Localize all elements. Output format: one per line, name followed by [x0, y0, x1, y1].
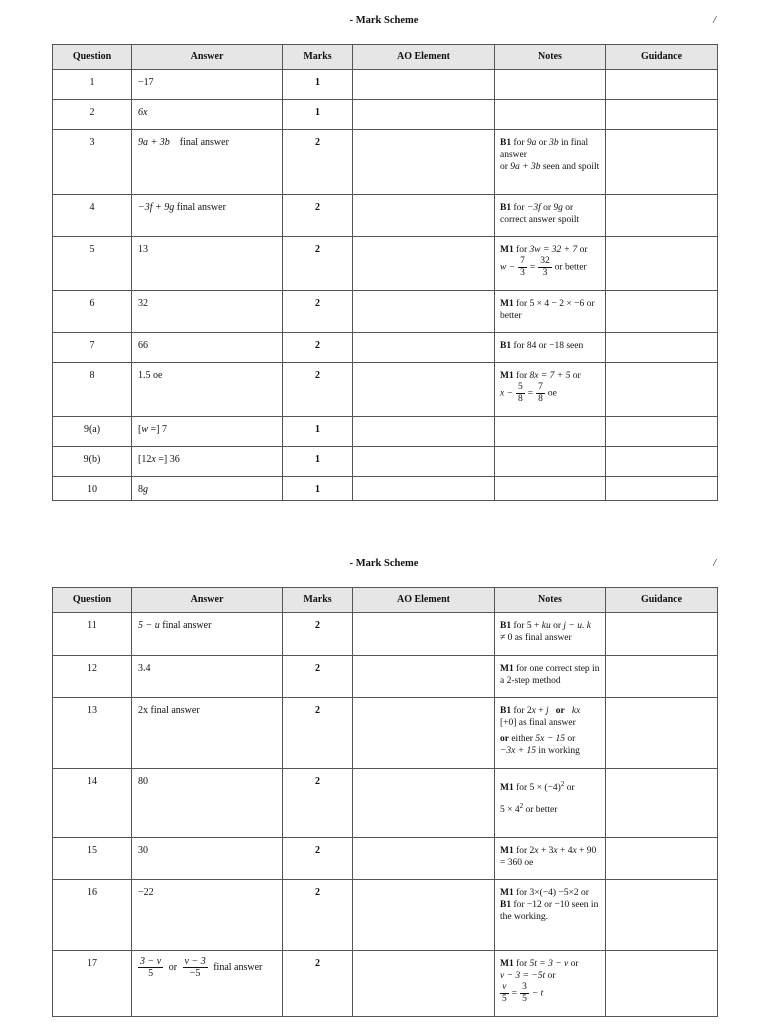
answer-cell: 13: [132, 237, 283, 291]
note-exponent: 2: [519, 802, 524, 811]
table-row: [53, 100, 718, 130]
note-text: seen and spoilt: [540, 162, 600, 172]
note-math: x: [531, 706, 536, 716]
note-math: x: [534, 846, 539, 856]
table-header-row: [53, 588, 718, 613]
question-number: 14: [53, 769, 132, 838]
guidance-cell: [606, 237, 718, 291]
fraction-denominator: 3: [542, 268, 548, 278]
mark-scheme-page-1: [0, 0, 768, 495]
fraction: [538, 256, 552, 279]
mark-code: B1: [500, 621, 512, 631]
answer-text: [: [138, 424, 142, 435]
page-header: [0, 543, 768, 569]
marks-cell: 2: [283, 613, 353, 656]
mark-code: M1: [500, 664, 514, 674]
note-text: for 84 or −18 seen: [511, 341, 584, 351]
guidance-cell: [606, 613, 718, 656]
note-math: w −: [500, 262, 516, 273]
header-question: Question: [53, 588, 132, 613]
mark-code: B1: [500, 138, 512, 148]
marks-cell: 1: [283, 477, 353, 501]
fraction: [183, 956, 208, 979]
page-header: [0, 0, 768, 26]
fraction-numerator: 7: [538, 382, 543, 392]
mark-code: M1: [500, 959, 514, 969]
mark-scheme-table: [52, 587, 718, 1017]
note-text: or better: [523, 805, 558, 816]
note-text: for 2: [511, 706, 532, 716]
note-math: x: [572, 846, 577, 856]
fraction-numerator: 3 − v: [140, 956, 162, 967]
notes-cell: [495, 656, 606, 698]
guidance-cell: [606, 363, 718, 417]
notes-cell: [495, 838, 606, 880]
note-text: + 90 = 360 oe: [500, 846, 597, 868]
note-text: ≠ 0 as final answer: [500, 633, 572, 643]
note-text: or: [500, 162, 511, 172]
note-math: 3w = 32 + 7: [529, 245, 578, 255]
note-text: for one correct step in a 2-step method: [500, 664, 600, 686]
notes-cell: [495, 333, 606, 363]
ao-cell: [353, 951, 495, 1017]
fraction-denominator: 5: [148, 968, 154, 979]
note-text: for: [511, 203, 527, 213]
header-ao-element: AO Element: [353, 45, 495, 70]
note-text: or better: [500, 299, 595, 321]
note-math: 3b: [549, 138, 559, 148]
note-text: either: [508, 734, 536, 744]
note-text: + 4: [557, 846, 573, 856]
notes-cell: [495, 363, 606, 417]
marks-cell: 2: [283, 880, 353, 951]
notes-cell: [495, 417, 606, 447]
marks-cell: 2: [283, 130, 353, 195]
answer-cell: [132, 698, 283, 769]
marks-cell: 2: [283, 195, 353, 237]
fraction-denominator: 5: [502, 994, 507, 1004]
table-row: [53, 769, 718, 838]
note-text: or better: [554, 262, 587, 273]
table-row: [53, 447, 718, 477]
note-text: or: [565, 734, 576, 744]
note-text: for: [511, 138, 527, 148]
notes-cell: [495, 130, 606, 195]
header-guidance: Guidance: [606, 45, 718, 70]
guidance-cell: [606, 291, 718, 333]
note-math: 8x = 7 + 5: [529, 371, 571, 381]
answer-text: [12: [138, 454, 152, 465]
answer-math: 5 − u: [138, 620, 160, 631]
note-text: or: [540, 203, 554, 213]
table-row: [53, 333, 718, 363]
marks-cell: 2: [283, 951, 353, 1017]
note-text: for 2: [513, 846, 535, 856]
guidance-cell: [606, 698, 718, 769]
notes-cell: [495, 195, 606, 237]
guidance-cell: [606, 477, 718, 501]
answer-cell: 32: [132, 291, 283, 333]
note-math: − t: [531, 988, 544, 999]
ao-cell: [353, 195, 495, 237]
marks-cell: 2: [283, 656, 353, 698]
mark-code: M1: [500, 245, 514, 255]
page-number-mark: /: [713, 15, 716, 26]
note-text: oe: [547, 388, 557, 399]
note-math: −3x + 15: [500, 746, 537, 756]
note-text: or: [550, 621, 564, 631]
answer-math: x: [151, 454, 156, 465]
fraction-numerator: v: [500, 982, 509, 994]
note-text: in final answer: [500, 138, 589, 160]
question-number: 9(a): [53, 417, 132, 447]
answer-qualifier: final answer: [174, 202, 226, 213]
note-text: or: [564, 783, 575, 794]
marks-cell: 2: [283, 333, 353, 363]
header-marks: Marks: [283, 588, 353, 613]
table-row: [53, 951, 718, 1017]
fraction-denominator: 8: [518, 394, 523, 404]
note-text: or: [545, 971, 556, 981]
ao-cell: [353, 363, 495, 417]
question-number: 17: [53, 951, 132, 1017]
note-math: 5 × 4 − 2 × −6: [529, 299, 585, 309]
answer-cell: 66: [132, 333, 283, 363]
note-math: 5t = 3 − v: [529, 959, 569, 969]
note-text: for: [513, 299, 530, 309]
guidance-cell: [606, 100, 718, 130]
answer-cell: [132, 195, 283, 237]
answer-cell: [132, 477, 283, 501]
answer-cell: 3.4: [132, 656, 283, 698]
answer-qualifier: final answer: [148, 705, 200, 716]
ao-cell: [353, 333, 495, 363]
table-row: [53, 477, 718, 501]
question-number: 8: [53, 363, 132, 417]
header-answer: Answer: [132, 588, 283, 613]
ao-cell: [353, 447, 495, 477]
note-math: 9a: [526, 138, 537, 148]
note-math: j: [546, 706, 549, 716]
page-number-mark: /: [713, 558, 716, 569]
answer-cell: 80: [132, 769, 283, 838]
answer-cell: 30: [132, 838, 283, 880]
note-text: or: [536, 138, 550, 148]
marks-cell: 1: [283, 447, 353, 477]
header-notes: Notes: [495, 45, 606, 70]
mark-code: M1: [500, 888, 514, 898]
mark-code: M1: [500, 371, 514, 381]
question-number: 9(b): [53, 447, 132, 477]
answer-cell: −22: [132, 880, 283, 951]
guidance-cell: [606, 656, 718, 698]
notes-cell: [495, 613, 606, 656]
marks-cell: 2: [283, 291, 353, 333]
note-text: + 3: [538, 846, 554, 856]
marks-cell: 1: [283, 100, 353, 130]
fraction-denominator: −5: [189, 968, 201, 979]
answer-cell: [132, 951, 283, 1017]
fraction-numerator: v − 3: [184, 956, 206, 967]
note-math: −3f: [526, 203, 541, 213]
ao-cell: [353, 613, 495, 656]
marks-cell: 1: [283, 417, 353, 447]
mark-code: B1: [500, 341, 512, 351]
fraction-denominator: 5: [522, 994, 527, 1004]
table-row: [53, 698, 718, 769]
notes-cell: [495, 698, 606, 769]
question-number: 5: [53, 237, 132, 291]
note-text: for −12 or −10 seen in the working.: [500, 900, 599, 922]
question-number: 4: [53, 195, 132, 237]
note-text: or correct answer spoilt: [500, 203, 580, 225]
guidance-cell: [606, 838, 718, 880]
fraction-numerator: 5: [518, 382, 523, 392]
table-row: [53, 880, 718, 951]
note-text: for: [513, 959, 530, 969]
marks-cell: 2: [283, 698, 353, 769]
question-number: 11: [53, 613, 132, 656]
marks-cell: 2: [283, 363, 353, 417]
answer-cell: 1.5 oe: [132, 363, 283, 417]
fraction: [536, 382, 545, 405]
note-math: kx: [571, 706, 581, 716]
guidance-cell: [606, 333, 718, 363]
notes-cell: [495, 769, 606, 838]
answer-cell: [132, 130, 283, 195]
notes-cell: [495, 237, 606, 291]
notes-cell: [495, 291, 606, 333]
ao-cell: [353, 70, 495, 100]
marks-cell: 2: [283, 237, 353, 291]
guidance-cell: [606, 880, 718, 951]
question-number: 16: [53, 880, 132, 951]
answer-expression: 9a + 3b: [138, 137, 170, 148]
note-text: in working: [536, 746, 580, 756]
answer-text: =] 36: [155, 454, 180, 465]
note-text: =: [511, 988, 518, 999]
answer-qualifier: final answer: [179, 137, 229, 148]
marks-cell: 2: [283, 769, 353, 838]
answer-text: 8: [138, 484, 143, 495]
answer-cell: [132, 417, 283, 447]
note-text: [+0] as final answer: [500, 718, 576, 728]
table-row: [53, 417, 718, 447]
note-text: for: [513, 371, 530, 381]
table-row: [53, 838, 718, 880]
ao-cell: [353, 656, 495, 698]
mark-scheme-table: [52, 44, 718, 501]
fraction-numerator: 32: [540, 256, 550, 266]
fraction: [518, 256, 527, 279]
table-row: [53, 130, 718, 195]
fraction: [138, 956, 163, 979]
table-row: [53, 70, 718, 100]
table-row: [53, 363, 718, 417]
note-math: ku: [541, 621, 551, 631]
header-guidance: Guidance: [606, 588, 718, 613]
note-text: or: [577, 245, 588, 255]
answer-text: =] 7: [148, 424, 167, 435]
note-math: 5 × 4: [500, 805, 520, 816]
answer-qualifier: final answer: [213, 961, 263, 973]
ao-cell: [353, 100, 495, 130]
fraction-denominator: 8: [538, 394, 543, 404]
question-number: 12: [53, 656, 132, 698]
fraction-numerator: 7: [520, 256, 525, 266]
fraction: [500, 982, 509, 1005]
note-text: for: [513, 245, 530, 255]
note-text: for 5 +: [511, 621, 542, 631]
fraction-denominator: 3: [520, 268, 525, 278]
ao-cell: [353, 838, 495, 880]
answer-math: g: [143, 484, 148, 495]
note-math: v − 3 = −5t: [500, 971, 546, 981]
mark-code: M1: [500, 299, 514, 309]
mark-code: M1: [500, 846, 514, 856]
notes-cell: [495, 100, 606, 130]
question-number: 1: [53, 70, 132, 100]
notes-cell: [495, 447, 606, 477]
ao-cell: [353, 880, 495, 951]
question-number: 7: [53, 333, 132, 363]
header-notes: Notes: [495, 588, 606, 613]
page-title: - Mark Scheme: [349, 15, 419, 26]
mark-code: B1: [500, 203, 512, 213]
note-math: 5 × (−4): [529, 783, 561, 794]
question-number: 10: [53, 477, 132, 501]
answer-cell: −17: [132, 70, 283, 100]
header-marks: Marks: [283, 45, 353, 70]
note-text: or: [568, 959, 579, 969]
ao-cell: [353, 291, 495, 333]
answer-qualifier: final answer: [159, 620, 212, 631]
note-or: or: [500, 734, 509, 744]
guidance-cell: [606, 951, 718, 1017]
ao-cell: [353, 769, 495, 838]
table-row: [53, 656, 718, 698]
fraction: [516, 382, 525, 405]
question-number: 13: [53, 698, 132, 769]
answer-cell: [132, 613, 283, 656]
ao-cell: [353, 477, 495, 501]
notes-cell: [495, 880, 606, 951]
note-math: x −: [500, 388, 514, 399]
answer-cell: [132, 447, 283, 477]
mark-code: B1: [500, 706, 512, 716]
note-math: j − u. k: [563, 621, 591, 631]
note-math: 9a + 3b: [510, 162, 541, 172]
table-header-row: [53, 45, 718, 70]
guidance-cell: [606, 769, 718, 838]
table-row: [53, 195, 718, 237]
header-question: Question: [53, 45, 132, 70]
guidance-cell: [606, 447, 718, 477]
ao-cell: [353, 698, 495, 769]
question-number: 6: [53, 291, 132, 333]
answer-math: 2x: [138, 705, 148, 716]
answer-math: w: [141, 424, 149, 435]
page-title: - Mark Scheme: [349, 558, 419, 569]
ao-cell: [353, 237, 495, 291]
note-exponent: 2: [560, 780, 565, 788]
fraction: [520, 982, 529, 1005]
marks-cell: 2: [283, 838, 353, 880]
table-row: [53, 291, 718, 333]
guidance-cell: [606, 417, 718, 447]
note-text: =: [529, 262, 536, 273]
fraction-numerator: 3: [522, 982, 527, 992]
guidance-cell: [606, 130, 718, 195]
note-text: for: [513, 783, 530, 794]
answer-text: or: [168, 961, 178, 973]
answer-cell: 6x: [132, 100, 283, 130]
note-math: 9g: [553, 203, 563, 213]
question-number: 2: [53, 100, 132, 130]
guidance-cell: [606, 195, 718, 237]
ao-cell: [353, 417, 495, 447]
note-text: for 3×(−4) −5×2 or: [513, 888, 589, 898]
mark-code: M1: [500, 783, 514, 794]
note-math: 5x − 15: [535, 734, 565, 744]
question-number: 3: [53, 130, 132, 195]
marks-cell: 1: [283, 70, 353, 100]
header-answer: Answer: [132, 45, 283, 70]
note-text: =: [527, 388, 534, 399]
note-text: or: [570, 371, 581, 381]
notes-cell: [495, 951, 606, 1017]
answer-expression: −3f + 9g: [138, 202, 175, 213]
ao-cell: [353, 130, 495, 195]
mark-code: B1: [500, 900, 512, 910]
table-row: [53, 613, 718, 656]
question-number: 15: [53, 838, 132, 880]
note-math: x: [553, 846, 558, 856]
notes-cell: [495, 477, 606, 501]
guidance-cell: [606, 70, 718, 100]
header-ao-element: AO Element: [353, 588, 495, 613]
notes-cell: [495, 70, 606, 100]
table-row: [53, 237, 718, 291]
note-or: or: [555, 706, 565, 716]
note-text: +: [535, 706, 546, 716]
